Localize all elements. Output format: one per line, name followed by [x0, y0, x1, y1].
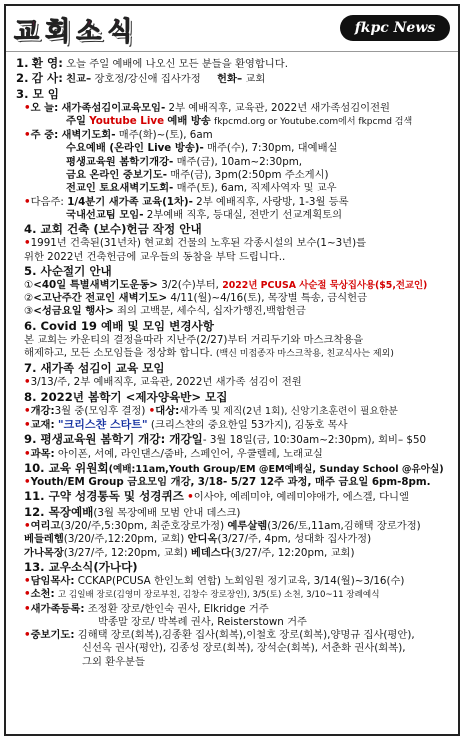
fellowship-text: 장호정/강신애 집사가정: [94, 73, 201, 86]
meeting-week-1: [16, 129, 452, 142]
week-text: 매주(토), 6am, 직제사역자 및 교우: [176, 182, 337, 195]
cell-name: 여리고: [30, 520, 61, 533]
flowers-text: 교회: [245, 73, 266, 86]
school-tail: - 3월 18일(금, 10:30am~2:30pm), 회비– $50: [202, 434, 427, 447]
week-event: 금요 온라인 중보기도-: [66, 169, 167, 182]
week-event: 전교인 토요새벽기도회-: [66, 182, 174, 195]
discipleship-line-1: [16, 405, 452, 418]
members-newcomer-2: 박종말 장로/ 박복례 권사, Reisterstown 거주: [98, 615, 307, 628]
covid-line-2: [16, 347, 452, 361]
newcomer-line: [16, 376, 452, 389]
next-text: 2부예배 직후, 등대실, 전반기 선교계획토의: [146, 208, 343, 221]
newcomer-label: 새가족등록:: [30, 602, 85, 615]
header: [6, 6, 458, 52]
pastor-label: 담임목사:: [30, 574, 75, 587]
today-text: 2부 예배직후, 교육관, 2022년 새가족섬김이전원: [168, 101, 391, 114]
prayer-label: 중보기도:: [30, 629, 75, 642]
bullet-icon: •: [187, 491, 194, 504]
passed-label: 소천:: [30, 588, 55, 601]
flowers-label: 헌화–: [217, 73, 243, 86]
target-label: 대상:: [155, 404, 180, 417]
section-welcome: [16, 56, 452, 71]
youtube-live-link[interactable]: Youtube Live: [89, 114, 165, 127]
section-text: 오늘 주일 예배에 나오신 모든 분들을 환영합니다.: [66, 58, 288, 70]
next-label: 다음주:: [30, 195, 64, 208]
lent-item-1: [16, 279, 452, 292]
section-thanks: [16, 71, 452, 86]
education-tail: (예배:11am,Youth Group/EM @EM예배실, Sunday School @유아실): [108, 463, 444, 475]
bullet-icon: •: [24, 588, 31, 601]
next-event: 1/4분기 새가족 교육(1차)-: [67, 195, 193, 208]
discipleship-line-2: [16, 418, 452, 432]
lent-event: <성금요일 행사>: [33, 305, 114, 318]
cell-name: 베들레헴: [24, 533, 64, 546]
bullet-icon: •: [24, 195, 31, 208]
building-line-2: 위한 2022년 건축헌금에 교우들의 동참을 부탁 드립니다..: [24, 250, 286, 263]
item-number: ③: [24, 305, 34, 318]
cell-title: 12. 목장예배: [24, 504, 94, 519]
newcomer-text: 3/13/주, 2부 예배직후, 교육관, 2022년 새가족 섬김이 전원: [30, 376, 302, 389]
textbook-label: 교재:: [30, 418, 55, 431]
news-content: [16, 56, 452, 669]
cell-row-2: [16, 533, 452, 546]
cell-detail: (3/20/주,5:30pm, 최준호장로가정): [60, 520, 225, 533]
section-cell-title: [16, 505, 452, 520]
meeting-week-3: [16, 156, 452, 169]
target-text: 새가족 및 제직(2년 1회), 신앙기초훈련이 필요한분: [179, 405, 398, 417]
bullet-icon: •: [148, 404, 156, 417]
week-event: 새벽기도회-: [61, 129, 116, 142]
youth-text: 3/18- 5/27 12주 과정, 매주 금요일 6pm-8pm.: [197, 476, 431, 489]
members-pastor: [16, 575, 452, 588]
meeting-week-4: [16, 169, 452, 182]
section-lent-title: 5. 사순절기 안내: [24, 263, 112, 278]
pastor-text: CCKAP(PCUSA 한인노회 연합) 노회임원 정기교육, 3/14(월)~3/16(수): [77, 574, 405, 587]
bullet-icon: •: [24, 574, 31, 587]
members-prayer-2: 신선옥 권사(평안), 김종성 장로(회복), 장석순(회복), 서춘화 권사(회복),: [82, 642, 406, 655]
week-label: 주 중:: [30, 129, 59, 142]
page-title: 교회소식: [14, 17, 139, 47]
section-members-title: 13. 교우소식(가나다): [24, 559, 138, 574]
cell-name: 가나목장: [24, 546, 64, 559]
lent-text: 4/11(월)~4/16(토), 목장별 특송, 금식헌금: [170, 292, 368, 305]
bullet-icon: •: [24, 447, 31, 460]
section-building-title: 4. 교회 건축 (보수)헌금 작정 안내: [24, 222, 202, 237]
prayer-text: 김해택 장로(회복),김종환 집사(회복),이철호 장로(회복),양명규 집사(평안),: [77, 629, 415, 642]
education-title: 10. 교육 위원회: [24, 460, 109, 475]
section-newcomer-title: 7. 새가족 섬김이 교육 모임: [24, 361, 165, 376]
bullet-icon: •: [24, 418, 31, 431]
week-text: 매주(금), 3pm(2:50pm 주소게시): [170, 169, 329, 182]
start-label: 개강:: [30, 404, 55, 417]
meeting-next-1: [16, 196, 452, 209]
bullet-icon: •: [24, 476, 31, 489]
live-broadcast: [16, 115, 452, 129]
today-event: 새가족섬김이교육모임-: [61, 101, 166, 114]
live-text: fkpcmd.org or Youtube.com에서 fkpcmd 검색: [214, 116, 413, 127]
lent-event: <고난주간 전교인 새벽기도>: [33, 292, 168, 305]
section-school-title: [16, 432, 452, 447]
cell-detail: (3/27/주, 4pm, 성대화 집사가정): [217, 533, 372, 546]
members-prayer-3: 그외 환우분들: [82, 655, 145, 668]
bulletin-frame: [4, 4, 460, 736]
bullet-icon: •: [24, 237, 31, 250]
meeting-next-2: [16, 209, 452, 222]
school-title: 9. 평생교육원 봄학기 개강: 개강일: [24, 432, 203, 447]
cell-row-1: [16, 520, 452, 533]
next-event: 국내선교팀 모임-: [66, 208, 144, 221]
newcomer-name: 조정환 장로/한인숙 권사, Elkridge 거주: [87, 602, 269, 615]
item-number: ①: [24, 278, 34, 291]
cell-detail: (3/27/주, 12:20pm, 교회): [230, 546, 355, 559]
section-label: 환 영:: [31, 56, 63, 70]
covid-note: (백신 미접종자 마스크착용, 친교식사는 제외): [216, 349, 394, 360]
bible-text: 이사야, 예레미야, 예레미야애가, 에스겔, 다니엘: [193, 491, 409, 504]
cell-tail: (3월 목장예배 모범 안내 데스크): [93, 506, 241, 519]
members-prayer-1: [16, 629, 452, 642]
cell-name: 안디옥: [187, 533, 218, 546]
textbook-text: (크리스챤의 중요한일 53가지), 김동호 목사: [150, 418, 348, 431]
building-text: 1991년 건축된(31년차) 현교회 건물의 노후된 각종시설의 보수(1~3년)를: [30, 237, 367, 250]
bullet-icon: •: [24, 129, 31, 142]
bullet-icon: •: [24, 376, 31, 389]
cell-detail: (3/20/주,12:20pm, 교회): [63, 533, 185, 546]
bullet-icon: •: [24, 520, 31, 533]
live-label: 예배 방송: [167, 114, 211, 127]
lent-item-2: [16, 292, 452, 305]
lent-text: 3/2(수)부터,: [161, 278, 219, 291]
news-badge: fkpc News: [340, 15, 450, 41]
textbook-title: "크리스챤 스타트": [57, 417, 148, 431]
section-education-title: [16, 461, 452, 476]
cell-detail: (3/26/토,11am,김해택 장로가정): [267, 520, 421, 533]
item-number: ②: [24, 292, 34, 305]
meeting-week-2: [16, 142, 452, 155]
subject-text: 아이폰, 서예, 라인댄스/줌바, 스페인어, 우쿨렐레, 노래교실: [57, 447, 323, 460]
section-bible-title: [16, 489, 452, 504]
covid-line-1: 본 교회는 카운티의 결정을따라 지난주(2/27)부터 거리두기와 마스크착용을: [24, 333, 364, 346]
week-text: 매주(수), 7:30pm, 대예배실: [207, 142, 338, 155]
lent-item-3: [16, 305, 452, 318]
section-label: 감 사:: [31, 71, 63, 86]
school-line: [16, 448, 452, 461]
cell-detail: (3/27/주, 12:20pm, 교회): [63, 546, 188, 559]
lent-note: 2022년 PCUSA 사순절 묵상집사용($5,전교인): [222, 279, 428, 291]
live-pre: 주일: [66, 114, 86, 127]
education-line: [16, 476, 452, 489]
bullet-icon: •: [24, 101, 31, 114]
bullet-icon: •: [24, 629, 31, 642]
subject-label: 과목:: [30, 447, 55, 460]
section-meetings-title: 3. 모 임: [16, 86, 59, 101]
cell-row-3: [16, 547, 452, 560]
lent-event: <40일 특별새벽기도운동>: [33, 278, 158, 291]
today-label: 오 늘:: [30, 101, 59, 114]
next-text: 2부 예배직후, 사랑방, 1-3월 등록: [196, 195, 349, 208]
bullet-icon: •: [24, 404, 31, 417]
bible-title: 11. 구약 성경통독 및 성경퀴즈: [24, 489, 184, 504]
section-number: 1.: [16, 56, 29, 70]
youth-event: Youth/EM Group 금요모임 개강,: [30, 476, 195, 489]
section-number: 2.: [16, 71, 29, 86]
members-newcomer-1: [16, 603, 452, 616]
cell-name: 예루살렘: [227, 520, 268, 533]
fellowship-label: 친교–: [66, 73, 92, 86]
start-text: 3월 중(모임후 결정): [54, 404, 146, 417]
meeting-week-5: [16, 182, 452, 195]
meeting-today: [16, 102, 452, 115]
passed-text: 고 김일배 장로(김영미 장로부친, 김창수 장로장인), 3/5(토) 소천, 3/10~11 장례예식: [57, 590, 380, 601]
week-event: 수요예배 (온라인 Live 방송)-: [66, 142, 204, 155]
members-passed: [16, 588, 452, 602]
week-text: 매주(금), 10am~2:30pm,: [176, 155, 303, 168]
week-event: 평생교육원 봄학기개강-: [66, 155, 174, 168]
week-text: 매주(화)~(토), 6am: [118, 129, 213, 142]
building-line-1: [16, 237, 452, 250]
section-discipleship-title: 8. 2022년 봄학기 <제자양육반> 모집: [24, 389, 228, 404]
section-covid-title: 6. Covid 19 예배 및 모임 변경사항: [24, 318, 214, 333]
lent-text: 죄의 고백문, 세수식, 십자가행진,백합헌금: [117, 305, 306, 318]
bullet-icon: •: [24, 602, 31, 615]
cell-name: 베데스다: [190, 546, 231, 559]
covid-text: 해제하고, 모든 소모임들을 정상화 합니다.: [24, 347, 213, 360]
